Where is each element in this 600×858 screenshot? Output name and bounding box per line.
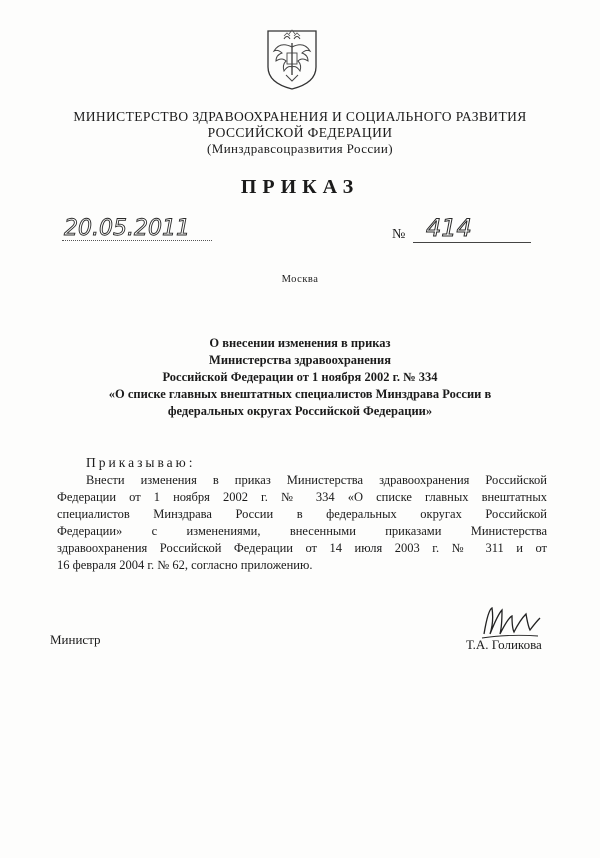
body-text-line: специалистов Минздрава России в федеральных округах Российской bbox=[57, 507, 547, 521]
city-label: Москва bbox=[281, 274, 319, 285]
ministry-abbreviation: (Минздравсоцразвития России) bbox=[207, 141, 393, 156]
russian-coat-of-arms-icon bbox=[262, 27, 322, 91]
subject-line4: «О списке главных внештатных специалистов Минздрава России в bbox=[108, 387, 492, 401]
ministry-name-line2: РОССИЙСКОЙ ФЕДЕРАЦИИ bbox=[207, 125, 393, 140]
handwritten-date bbox=[62, 213, 207, 241]
body-text-line: Федерации» с изменениями, внесенными приказами Министерства bbox=[57, 524, 547, 538]
number-sign: № bbox=[392, 227, 406, 242]
handwritten-date-text: 20.05.2011 bbox=[64, 216, 190, 241]
body-text-line: Федерации от 1 ноября 2002 г. № 334 «О списке главных внештатных bbox=[57, 490, 547, 504]
handwritten-number-text: 414 bbox=[426, 214, 472, 242]
ministry-name-line1: МИНИСТЕРСТВО ЗДРАВООХРАНЕНИЯ И СОЦИАЛЬНОГО РАЗВИТИЯ bbox=[73, 109, 527, 124]
handwritten-number bbox=[420, 212, 505, 242]
body-text-line: 16 февраля 2004 г. № 62, согласно приложению. bbox=[57, 558, 313, 572]
signatory-position: Министр bbox=[50, 632, 101, 647]
document-type-title: ПРИКАЗ bbox=[240, 176, 360, 198]
body-text-line: здравоохранения Российской Федерации от 14 июля 2003 г. № 311 и от bbox=[57, 541, 547, 555]
date-underline bbox=[62, 240, 212, 241]
subject-line2: Министерства здравоохранения bbox=[209, 353, 391, 367]
body-text-line: Внести изменения в приказ Министерства здравоохранения Российской bbox=[86, 473, 547, 487]
subject-line3: Российской Федерации от 1 ноября 2002 г. № 334 bbox=[162, 370, 438, 384]
number-underline bbox=[413, 242, 531, 243]
order-word: Приказываю: bbox=[86, 455, 196, 470]
signatory-name: Т.А. Голикова bbox=[466, 637, 542, 652]
subject-line5: федеральных округах Российской Федерации» bbox=[167, 404, 433, 418]
subject-line1: О внесении изменения в приказ bbox=[209, 336, 391, 350]
